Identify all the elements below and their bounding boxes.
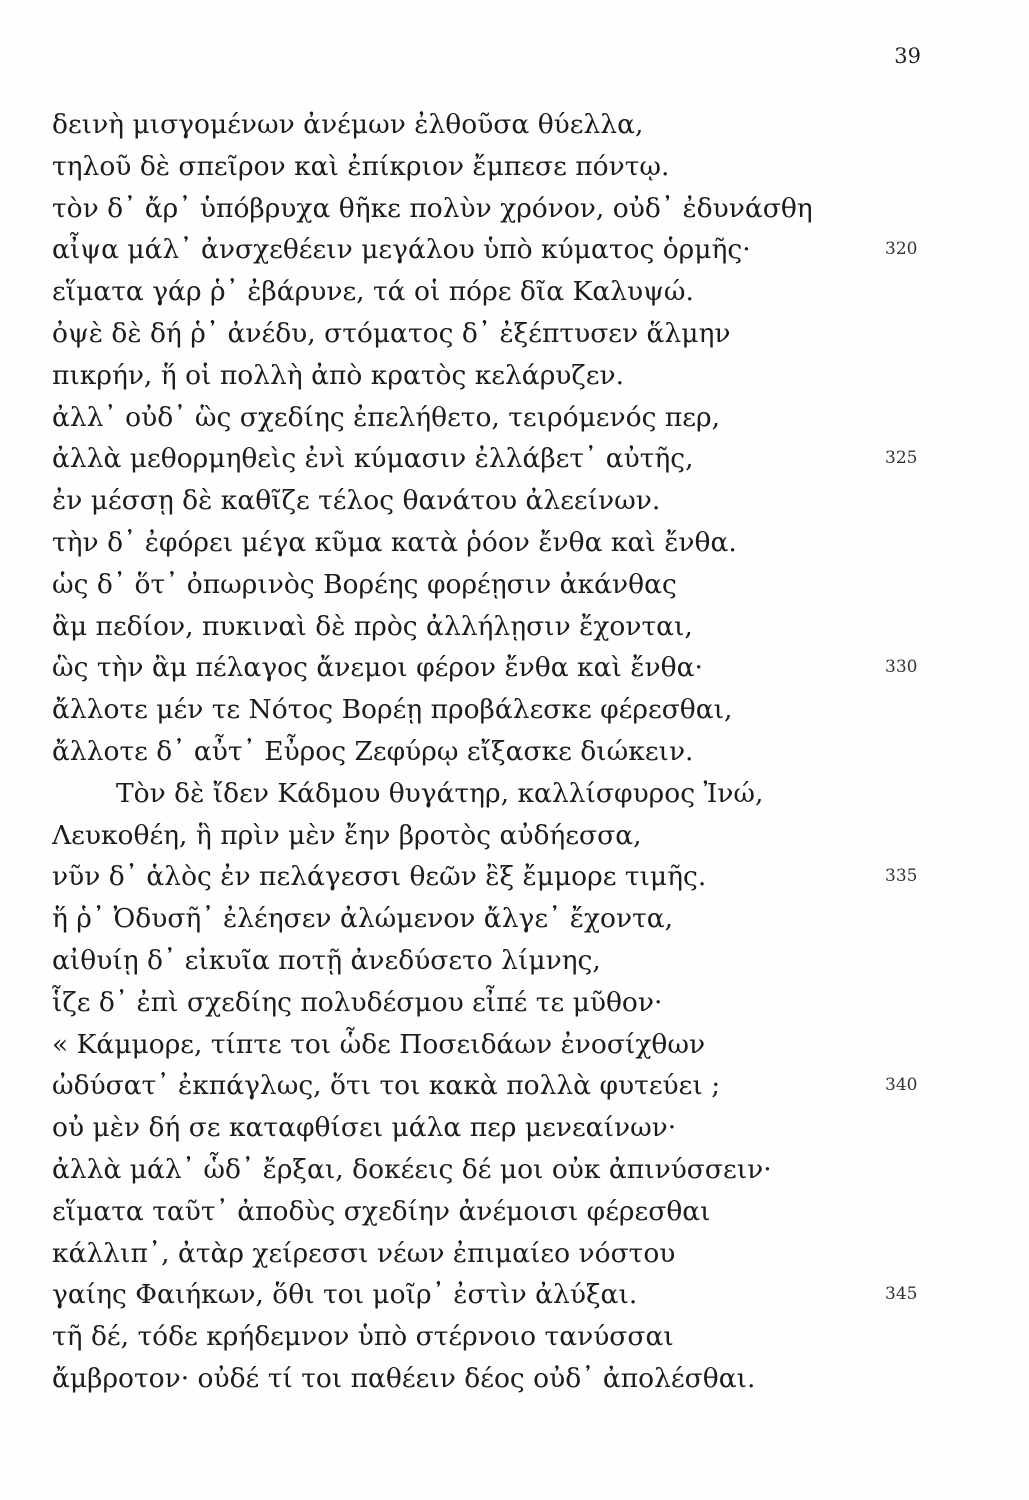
verse-text: τῆ δέ, τόδε κρήδεμνον ὑπὸ στέρνοιο τανύσσαι — [52, 1321, 674, 1353]
verse-text: Τὸν δὲ ἴδεν Κάδμου θυγάτηρ, καλλίσφυρος Ἰνώ, — [116, 777, 764, 809]
verse-line — [52, 898, 982, 940]
verse-text: τὴν δ᾽ ἐφόρει μέγα κῦμα κατὰ ῥόον ἔνθα καὶ ἔνθα. — [52, 526, 737, 558]
verse-text: ἄλλοτε δ᾽ αὖτ᾽ Εὖρος Ζεφύρῳ εἴξασκε διώκειν. — [52, 735, 694, 767]
verse-text: αἰθυίῃ δ᾽ εἰκυῖα ποτῇ ἀνεδύσετο λίμνης, — [52, 944, 601, 976]
verse-text: νῦν δ᾽ ἁλὸς ἐν πελάγεσσι θεῶν ἒξ ἔμμορε τιμῆς. — [52, 861, 707, 893]
verse-text: ἄλλοτε μέν τε Νότος Βορέῃ προβάλεσκε φέρεσθαι, — [52, 694, 733, 726]
verse-line — [52, 229, 982, 271]
verse-line — [52, 1233, 982, 1275]
verse-text: Λευκοθέη, ἣ πρὶν μὲν ἔην βροτὸς αὐδήεσσα, — [52, 819, 642, 851]
verse-text: ὣς τὴν ἂμ πέλαγος ἄνεμοι φέρον ἔνθα καὶ ἔνθα· — [52, 652, 703, 684]
verse-text: οὐ μὲν δή σε καταφθίσει μάλα περ μενεαίνων· — [52, 1112, 677, 1144]
verse-text: πικρήν, ἥ οἱ πολλὴ ἀπὸ κρατὸς κελάρυζεν. — [52, 359, 625, 391]
verse-text: ἷζε δ᾽ ἐπὶ σχεδίης πολυδέσμου εἶπέ τε μῦθον· — [52, 986, 663, 1018]
verse-line — [52, 313, 982, 355]
verse-text: ὀψὲ δὲ δή ῥ᾽ ἀνέδυ, στόματος δ᾽ ἐξέπτυσεν ἅλμην — [52, 317, 731, 349]
verse-line — [52, 104, 982, 146]
verse-text: δεινὴ μισγομένων ἀνέμων ἐλθοῦσα θύελλα, — [52, 109, 644, 140]
verse-text: κάλλιπ᾽, ἀτὰρ χείρεσσι νέων ἐπιμαίεο νόστου — [52, 1237, 676, 1269]
verse-line — [52, 689, 982, 731]
verse-line — [52, 815, 982, 857]
verse-line — [52, 731, 982, 773]
verse-text: ὠδύσατ᾽ ἐκπάγλως, ὅτι τοι κακὰ πολλὰ φυτεύει ; — [52, 1070, 721, 1102]
verse-line — [52, 1149, 982, 1191]
verse-text: εἵματα ταῦτ᾽ ἀποδὺς σχεδίην ἀνέμοισι φέρεσθαι — [52, 1195, 711, 1227]
verse-line — [52, 1065, 982, 1107]
verse-line — [52, 1191, 982, 1233]
verse-text: τὸν δ᾽ ἄρ᾽ ὑπόβρυχα θῆκε πολὺν χρόνον, οὐδ᾽ ἐδυνάσθη — [52, 192, 813, 224]
verse-line — [52, 1274, 982, 1316]
verse-text: γαίης Φαιήκων, ὅθι τοι μοῖρ᾽ ἐστὶν ἀλύξαι. — [52, 1279, 638, 1311]
verse-text: ἐν μέσσῃ δὲ καθῖζε τέλος θανάτου ἀλεείνων. — [52, 485, 661, 517]
verse-text: ἂμ πεδίον, πυκιναὶ δὲ πρὸς ἀλλήλῃσιν ἔχονται, — [52, 610, 693, 642]
verse-line — [52, 397, 982, 439]
verse-line — [52, 940, 982, 982]
verse-text: ἀλλὰ μεθορμηθεὶς ἐνὶ κύμασιν ἐλλάβετ᾽ αὐτῆς, — [52, 443, 694, 475]
line-number: 325 — [885, 448, 918, 469]
verse-line — [52, 1316, 982, 1358]
verse-line — [52, 982, 982, 1024]
verse-line — [52, 146, 982, 188]
verse-line — [52, 355, 982, 397]
line-number: 345 — [885, 1284, 918, 1305]
verse-text: ἀλλ᾽ οὐδ᾽ ὣς σχεδίης ἐπελήθετο, τειρόμενός περ, — [52, 401, 721, 433]
verse-text: αἶψα μάλ᾽ ἀνσχεθέειν μεγάλου ὑπὸ κύματος ὁρμῆς· — [52, 234, 751, 266]
verse-text: εἵματα γάρ ῥ᾽ ἐβάρυνε, τά οἱ πόρε δῖα Καλυψώ. — [52, 276, 694, 308]
verse-text: ἥ ῥ᾽ Ὀδυσῆ᾽ ἐλέησεν ἀλώμενον ἄλγε᾽ ἔχοντα, — [52, 903, 674, 935]
verse-line — [52, 564, 982, 606]
verse-text: ὡς δ᾽ ὅτ᾽ ὀπωρινὸς Βορέης φορέῃσιν ἀκάνθας — [52, 568, 677, 600]
verse-line — [52, 522, 982, 564]
line-number: 340 — [885, 1075, 918, 1096]
verse-line — [52, 1024, 982, 1066]
line-number: 335 — [885, 866, 918, 887]
verse-line — [52, 773, 982, 815]
verse-line — [52, 271, 982, 313]
verse-line — [52, 480, 982, 522]
verse-block — [52, 104, 982, 1400]
verse-line — [52, 647, 982, 689]
verse-line — [52, 856, 982, 898]
verse-line — [52, 438, 982, 480]
verse-line — [52, 1107, 982, 1149]
verse-text: ἀλλὰ μάλ᾽ ὧδ᾽ ἔρξαι, δοκέεις δέ μοι οὐκ ἀπινύσσειν· — [52, 1153, 772, 1185]
line-number: 330 — [885, 657, 918, 678]
line-number: 320 — [885, 239, 918, 260]
page-number: 39 — [894, 44, 921, 68]
verse-line — [52, 606, 982, 648]
verse-line — [52, 1358, 982, 1400]
verse-text: τηλοῦ δὲ σπεῖρον καὶ ἐπίκριον ἔμπεσε πόντῳ. — [52, 150, 670, 182]
verse-text: « Κάμμορε, τίπτε τοι ὧδε Ποσειδάων ἐνοσίχθων — [52, 1028, 706, 1060]
verse-text: ἄμβροτον· οὐδέ τί τοι παθέειν δέος οὐδ᾽ ἀπολέσθαι. — [52, 1362, 756, 1394]
verse-line — [52, 188, 982, 230]
